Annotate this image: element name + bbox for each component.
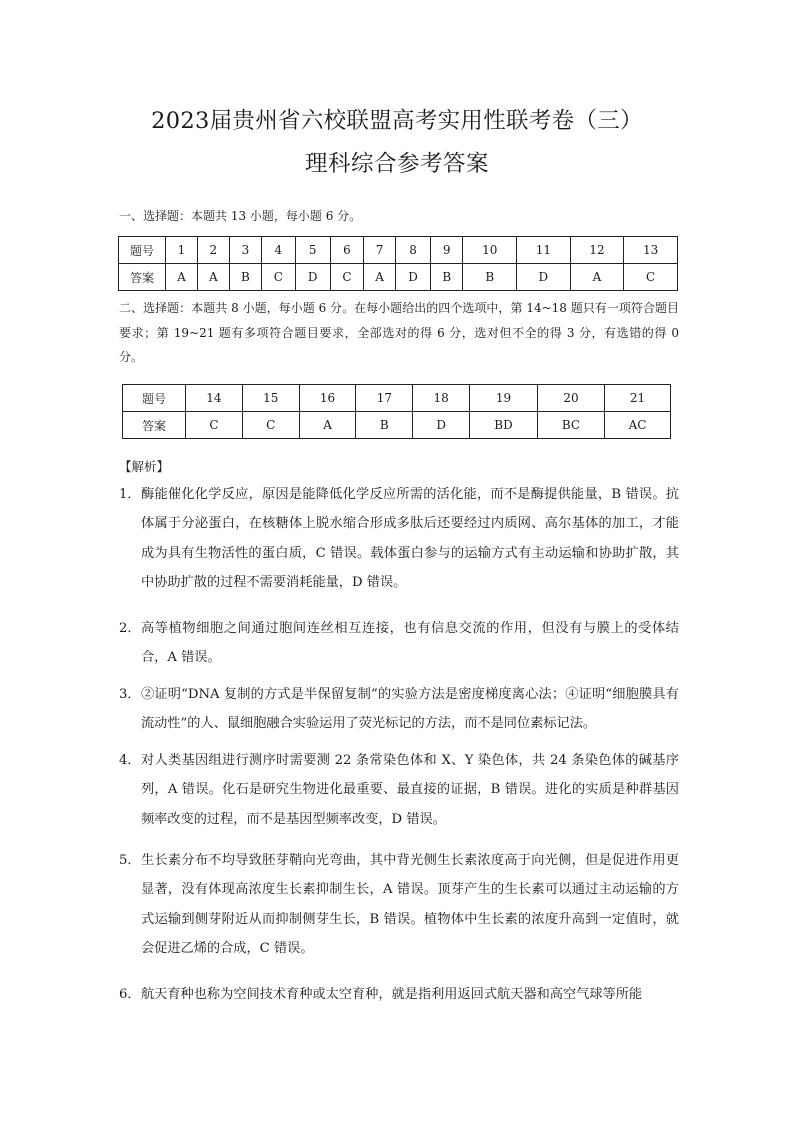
question-number: 18 <box>413 385 470 412</box>
item-text: 生长素分布不均导致胚芽鞘向光弯曲，其中背光侧生长素浓度高于向光侧，但是促进作用更显著，没有体现高浓度生长素抑制生长，A 错误。顶芽产生的生长素可以通过主动运输的方式运输到侧芽附近从而抑制侧芽生长，B 错误。植物体中生长素的浓度升高到一定值时，就会促进乙烯的合成，C 错误。 <box>141 853 679 956</box>
answer-cell: C <box>624 264 678 291</box>
item-text: 酶能催化化学反应，原因是能降低化学反应所需的活化能，而不是酶提供能量，B 错误。抗体属于分泌蛋白，在核糖体上脱水缩合形成多肽后还要经过内质网、高尔基体的加工，才能成为具有生物活性的蛋白质，C 错误。载体蛋白参与的运输方式有主动运输和协助扩散，其中协助扩散的过程不需要消耗能量，D 错误。 <box>141 487 679 590</box>
section2-heading: 二、选择题：本题共 8 小题，每小题 6 分。在每小题给出的四个选项中，第 14~18 题只有一项符合题目要求；第 19~21 题有多项符合题目要求，全部选对的得 6 分，选对但不全的得 3 分，有选错的得 0 分。 <box>119 301 679 364</box>
answer-cell: D <box>517 264 571 291</box>
answer-cell: B <box>463 264 517 291</box>
item-number: 3． <box>119 687 141 702</box>
answer-cell: C <box>262 264 296 291</box>
row-label: 题号 <box>123 385 186 412</box>
answer-cell: D <box>396 264 431 291</box>
row-label: 题号 <box>119 237 166 264</box>
answer-cell: A <box>570 264 624 291</box>
question-number: 12 <box>570 237 624 264</box>
answer-cell: BD <box>470 412 538 439</box>
answer-cell: A <box>364 264 396 291</box>
answer-cell: B <box>431 264 463 291</box>
question-number: 9 <box>431 237 463 264</box>
page-title: 2023届贵州省六校联盟高考实用性联考卷（三） <box>151 108 643 134</box>
item-number: 2． <box>119 621 141 636</box>
item-number: 4． <box>119 753 141 768</box>
section1-answer-table <box>118 236 678 291</box>
question-number: 10 <box>463 237 517 264</box>
explanation-item <box>119 980 679 1009</box>
row-label: 答案 <box>119 264 166 291</box>
item-text: 高等植物细胞之间通过胞间连丝相互连接，也有信息交流的作用，但没有与膜上的受体结合，A 错误。 <box>141 621 679 666</box>
table-row-answers <box>123 412 671 439</box>
question-number: 1 <box>166 237 198 264</box>
explanation-item <box>119 746 679 834</box>
table-row-numbers <box>123 385 671 412</box>
question-number: 21 <box>605 385 671 412</box>
answer-cell: D <box>413 412 470 439</box>
answer-cell: C <box>330 264 364 291</box>
explanation-item <box>119 846 679 963</box>
question-number: 19 <box>470 385 538 412</box>
question-number: 6 <box>330 237 364 264</box>
section2-answer-table <box>122 384 671 439</box>
question-number: 8 <box>396 237 431 264</box>
page-subtitle: 理科综合参考答案 <box>304 151 489 177</box>
item-text: 航天育种也称为空间技术育种或太空育种，就是指利用返回式航天器和高空气球等所能 <box>141 987 643 1002</box>
item-number: 6． <box>119 987 141 1002</box>
explanation-item <box>119 680 679 739</box>
answer-cell: A <box>299 412 356 439</box>
answer-cell: B <box>356 412 413 439</box>
section1-heading: 一、选择题：本题共 13 小题，每小题 6 分。 <box>119 209 362 223</box>
answer-cell: D <box>295 264 330 291</box>
item-text: ②证明“DNA 复制的方式是半保留复制”的实验方法是密度梯度离心法；④证明“细胞膜具有流动性”的人、鼠细胞融合实验运用了荧光标记的方法，而不是同位素标记法。 <box>141 687 679 732</box>
question-number: 16 <box>299 385 356 412</box>
question-number: 13 <box>624 237 678 264</box>
answer-cell: AC <box>605 412 671 439</box>
question-number: 3 <box>229 237 261 264</box>
question-number: 4 <box>262 237 296 264</box>
explanation-item <box>119 480 679 597</box>
answer-cell: BC <box>537 412 604 439</box>
item-number: 1． <box>119 487 141 502</box>
question-number: 2 <box>197 237 229 264</box>
table-row-answers <box>119 264 678 291</box>
question-number: 20 <box>537 385 604 412</box>
question-number: 17 <box>356 385 413 412</box>
answer-cell: B <box>229 264 261 291</box>
question-number: 14 <box>186 385 243 412</box>
question-number: 5 <box>295 237 330 264</box>
item-number: 5． <box>119 853 141 868</box>
answer-cell: C <box>186 412 243 439</box>
row-label: 答案 <box>123 412 186 439</box>
explanation-item <box>119 614 679 673</box>
question-number: 15 <box>242 385 299 412</box>
answer-cell: A <box>197 264 229 291</box>
table-row-numbers <box>119 237 678 264</box>
answer-cell: C <box>242 412 299 439</box>
question-number: 7 <box>364 237 396 264</box>
answer-cell: A <box>166 264 198 291</box>
question-number: 11 <box>517 237 571 264</box>
item-text: 对人类基因组进行测序时需要测 22 条常染色体和 X、Y 染色体，共 24 条染色体的碱基序列，A 错误。化石是研究生物进化最重要、最直接的证据，B 错误。进化的实质是种群基因频率改变的过程，而不是基因型频率改变，D 错误。 <box>141 753 679 827</box>
analysis-label: 【解析】 <box>119 459 170 474</box>
